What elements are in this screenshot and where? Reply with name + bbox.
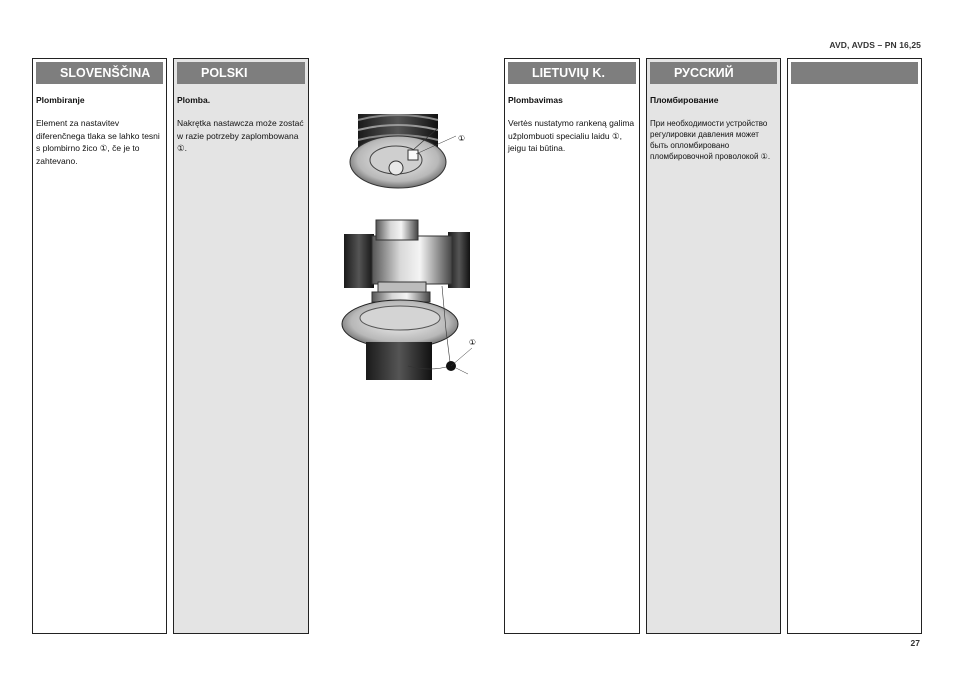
section-title: Plombiranje [36, 95, 85, 105]
callout-marker: ① [468, 338, 476, 347]
valve-sealing-illustration [338, 110, 478, 400]
section-title: Пломбирование [650, 95, 719, 105]
column-empty [787, 58, 922, 634]
document-header: AVD, AVDS – PN 16,25 [829, 40, 921, 50]
section-body: Vertės nustatymo rankeną galima užplombuoti specialiu laidu ①, jeigu tai būtina. [508, 118, 635, 153]
section-body: Element za nastavitev diferenčnega tlaka se lahko tesni s plombirno žico ①, če je to zahtevano. [36, 118, 160, 166]
section-body: Nakrętka nastawcza może zostać w razie potrzeby zaplombowana ①. [177, 118, 304, 153]
column-heading [791, 62, 918, 84]
valve-drawing [338, 110, 478, 400]
section-body: При необходимости устройство регулировки давления может быть опломбировано пломбировочной проволокой ①. [650, 119, 771, 161]
section-title: Plomba. [177, 95, 211, 105]
column-lithuanian [504, 58, 640, 634]
column-heading: LIETUVIŲ K. [508, 62, 636, 84]
valve-assembly [342, 220, 472, 380]
section-title: Plombavimas [508, 95, 563, 105]
sealing-detail-top [350, 114, 456, 188]
column-heading: SLOVENŠČINA [36, 62, 163, 84]
column-russian [646, 58, 781, 634]
callout-marker: ① [458, 134, 466, 143]
column-heading: POLSKI [177, 62, 305, 84]
column-heading: РУССКИЙ [650, 62, 777, 84]
page-number: 27 [910, 638, 920, 648]
column-slovenian [32, 58, 167, 634]
column-polish [173, 58, 309, 634]
